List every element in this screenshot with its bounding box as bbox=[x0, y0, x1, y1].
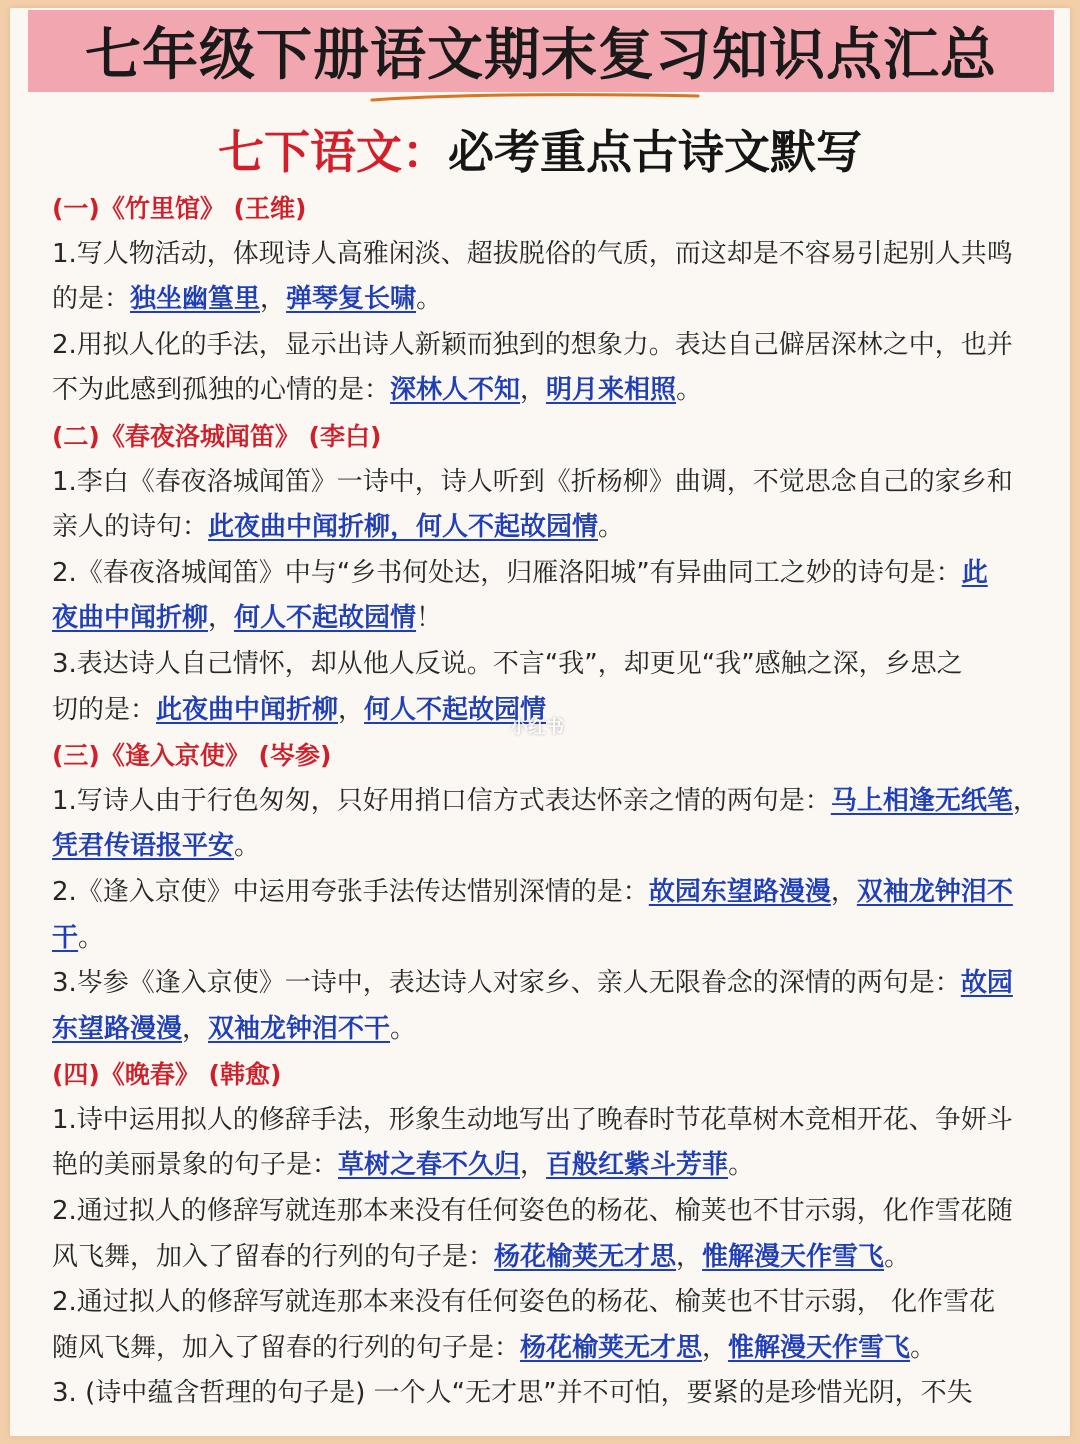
answer-text: 夜曲中闻折柳 bbox=[52, 603, 209, 634]
line-text: 切的是： bbox=[52, 694, 157, 725]
text-line bbox=[52, 779, 1039, 825]
line-text: ！ bbox=[416, 603, 443, 634]
answer-text: 此夜曲中闻折柳 bbox=[156, 694, 339, 725]
line-text: ， bbox=[830, 876, 857, 907]
text-line bbox=[52, 596, 1032, 642]
text-line bbox=[52, 551, 1032, 597]
answer-text: 此 bbox=[961, 557, 988, 588]
line-text: 。 bbox=[728, 1150, 755, 1181]
line-text: 亲人的诗句： bbox=[52, 512, 209, 543]
line-text: 不为此感到孤独的心情的是： bbox=[52, 375, 391, 406]
line-text: ， bbox=[208, 603, 235, 634]
text-line bbox=[52, 1143, 1032, 1189]
text-line bbox=[52, 916, 1032, 962]
line-text: (四)《晚春》 (韩愈) bbox=[52, 1060, 282, 1090]
line-text: 2.《逢入京使》中运用夸张手法传达惜别深情的是： bbox=[52, 876, 649, 907]
answer-text: 明月来相照 bbox=[546, 375, 677, 406]
line-text: 。 bbox=[598, 512, 625, 543]
line-text: 随风飞舞，加入了留春的行列的句子是： bbox=[52, 1332, 521, 1363]
section-heading bbox=[52, 1052, 1032, 1098]
line-text: ， bbox=[260, 284, 287, 315]
line-text: (二)《春夜洛城闻笛》 (李白) bbox=[52, 421, 382, 451]
section-heading bbox=[52, 733, 1032, 779]
line-text: 1.诗中运用拟人的修辞手法，形象生动地写出了晚春时节花草树木竞相开花、争妍斗 bbox=[52, 1104, 1013, 1135]
answer-text: 东望路漫漫 bbox=[52, 1013, 183, 1044]
section-heading bbox=[52, 414, 1032, 460]
answer-text: 双袖龙钟泪不干 bbox=[208, 1013, 391, 1044]
line-text: 3.表达诗人自己情怀，却从他人反说。不言“我”，却更见“我”感触之深，乡思之 bbox=[52, 648, 963, 679]
subtitle-black-part: 必考重点古诗文默写 bbox=[448, 125, 862, 179]
answer-text: 故园东望路漫漫 bbox=[648, 876, 831, 907]
line-text: 1.李白《春夜洛城闻笛》一诗中，诗人听到《折杨柳》曲调，不觉思念自己的家乡和 bbox=[52, 466, 1013, 497]
answer-text: 杨花榆荚无才思 bbox=[520, 1332, 703, 1363]
text-line bbox=[52, 824, 1032, 870]
text-line bbox=[52, 1007, 1032, 1053]
line-text: 。 bbox=[390, 1013, 417, 1044]
text-line bbox=[52, 1371, 1032, 1417]
text-line bbox=[52, 277, 1032, 323]
text-line bbox=[52, 505, 1032, 551]
text-line bbox=[52, 460, 1032, 506]
text-line bbox=[52, 961, 1032, 1007]
answer-text: 何人不起故园情 bbox=[234, 603, 417, 634]
line-text: 。 bbox=[884, 1241, 911, 1272]
answer-text: 马上相逢无纸笔 bbox=[830, 785, 1013, 816]
text-line bbox=[52, 1189, 1032, 1235]
line-text: (一)《竹里馆》 (王维) bbox=[52, 194, 307, 223]
text-line bbox=[52, 870, 1032, 916]
answer-text: 草树之春不久归 bbox=[338, 1150, 521, 1181]
line-text: 2.通过拟人的修辞写就连那本来没有任何姿色的杨花、榆荚也不甘示弱， 化作雪花 bbox=[52, 1287, 996, 1318]
line-text: ， bbox=[676, 1241, 703, 1272]
answer-text: 百般红紫斗芳菲 bbox=[546, 1150, 729, 1181]
answer-text: 惟解漫天作雪飞 bbox=[728, 1332, 911, 1363]
line-text: 3.岑参《逢入京使》一诗中，表达诗人对家乡、亲人无限眷念的深情的两句是： bbox=[52, 968, 961, 999]
answer-text: 惟解漫天作雪飞 bbox=[702, 1241, 885, 1272]
document-page bbox=[10, 8, 1070, 1436]
section-subtitle bbox=[10, 116, 1070, 182]
title-underline-stroke bbox=[370, 90, 700, 104]
subtitle-red-part: 七下语文： bbox=[218, 125, 448, 179]
line-text: 。 bbox=[910, 1332, 937, 1363]
text-line bbox=[52, 1098, 1032, 1144]
page-title: 七年级下册语文期末复习知识点汇总 bbox=[85, 23, 997, 88]
line-text: 1.写人物活动，体现诗人高雅闲淡、超拔脱俗的气质，而这却是不容易引起别人共鸣 bbox=[52, 238, 1013, 269]
text-line bbox=[52, 368, 1032, 414]
section-heading bbox=[52, 186, 1032, 232]
line-text: 2.用拟人化的手法，显示出诗人新颖而独到的想象力。表达自己僻居深林之中，也并 bbox=[52, 329, 1013, 360]
line-text: 的是： bbox=[52, 284, 131, 315]
answer-text: 干 bbox=[52, 922, 79, 953]
line-text: 艳的美丽景象的句子是： bbox=[52, 1150, 339, 1181]
poem-review-content bbox=[52, 186, 1039, 1417]
answer-text: 何人不起故园情 bbox=[364, 694, 547, 725]
answer-text: 双袖龙钟泪不 bbox=[856, 876, 1013, 907]
line-text: 。 bbox=[78, 922, 105, 953]
text-line bbox=[52, 1280, 1032, 1326]
text-line bbox=[52, 1326, 1032, 1372]
line-text: ， bbox=[702, 1332, 729, 1363]
line-text: ， bbox=[338, 694, 365, 725]
line-text: ， bbox=[182, 1013, 209, 1044]
answer-text: 弹琴复长啸 bbox=[286, 284, 417, 315]
answer-text: 此夜曲中闻折柳，何人不起故园情 bbox=[208, 512, 599, 543]
line-text: 。 bbox=[234, 831, 261, 862]
answer-text: 故园 bbox=[960, 968, 1013, 999]
line-text: ， bbox=[520, 375, 547, 406]
text-line bbox=[52, 232, 1032, 278]
line-text: 。 bbox=[676, 375, 703, 406]
line-text: ， bbox=[1012, 785, 1039, 816]
answer-text: 杨花榆荚无才思 bbox=[494, 1241, 677, 1272]
line-text: (三)《逢入京使》 (岑参) bbox=[52, 741, 332, 771]
line-text: 2.《春夜洛城闻笛》中与“乡书何处达，归雁洛阳城”有异曲同工之妙的诗句是： bbox=[52, 557, 962, 588]
text-line bbox=[52, 323, 1032, 369]
line-text: 3. (诗中蕴含哲理的句子是) 一个人“无才思”并不可怕，要紧的是珍惜光阴，不失 bbox=[52, 1378, 973, 1409]
answer-text: 凭君传语报平安 bbox=[52, 831, 235, 862]
title-banner bbox=[28, 10, 1054, 92]
line-text: 2.通过拟人的修辞写就连那本来没有任何姿色的杨花、榆荚也不甘示弱，化作雪花随 bbox=[52, 1196, 1013, 1227]
text-line bbox=[52, 642, 1032, 688]
watermark: 小红书 bbox=[510, 717, 564, 738]
line-text: ， bbox=[520, 1150, 547, 1181]
line-text: 。 bbox=[416, 284, 443, 315]
answer-text: 深林人不知 bbox=[390, 375, 521, 406]
line-text: 1.写诗人由于行色匆匆，只好用捎口信方式表达怀亲之情的两句是： bbox=[52, 785, 831, 816]
text-line bbox=[52, 1235, 1032, 1281]
line-text: 风飞舞，加入了留春的行列的句子是： bbox=[52, 1241, 495, 1272]
answer-text: 独坐幽篁里 bbox=[130, 284, 261, 315]
